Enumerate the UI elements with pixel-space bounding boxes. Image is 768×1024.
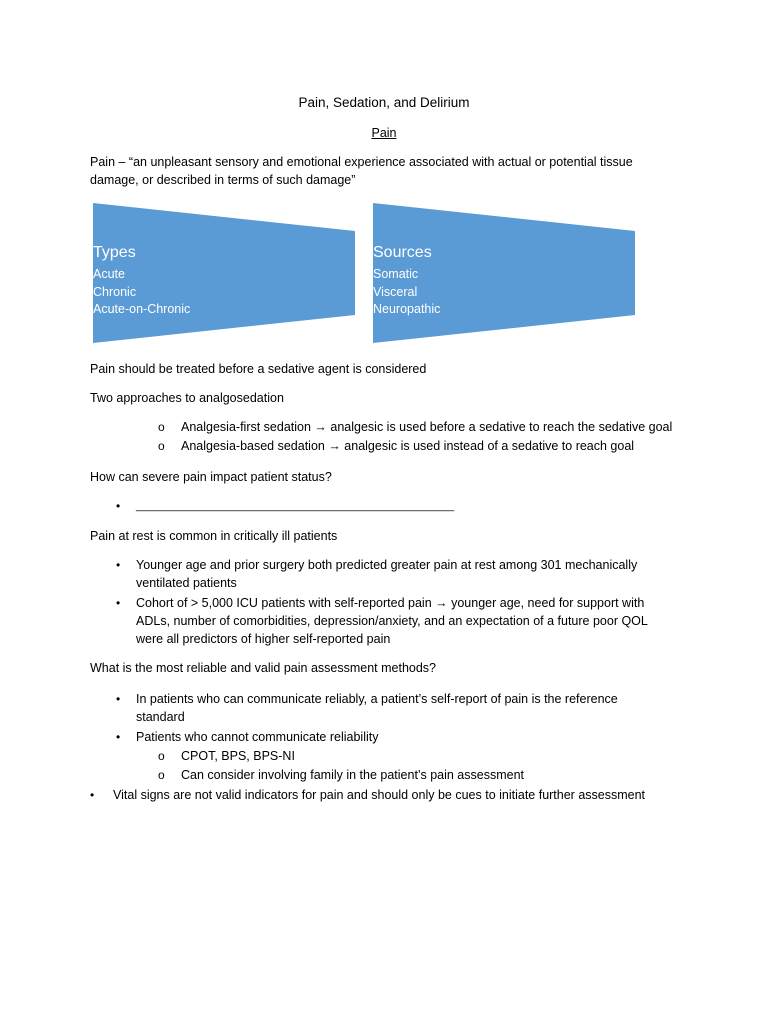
approaches-heading: Two approaches to analgosedation xyxy=(90,391,284,405)
sub-bullet-marker: o xyxy=(158,768,165,782)
sources-list xyxy=(373,266,440,319)
rest-bullet-2-line-1: Cohort of > 5,000 ICU patients with self-reported pain → younger age, need for support with xyxy=(136,596,645,610)
rest-bullet-1-line-1: Younger age and prior surgery both predicted greater pain at rest among 301 mechanically xyxy=(136,558,638,572)
answer-blank-line: ____________________________________________________ xyxy=(136,500,455,512)
sources-item: Neuropathic xyxy=(373,302,441,316)
vital-signs-note: Vital signs are not valid indicators for pain and should only be cues to initiate further assessment xyxy=(113,788,646,802)
assessment-question: What is the most reliable and valid pain assessment methods? xyxy=(90,661,437,675)
approach-item: Analgesia-based sedation → analgesic is used instead of a sedative to reach goal xyxy=(181,439,635,453)
approach-item: Analgesia-first sedation → analgesic is used before a sedative to reach the sedative goal xyxy=(181,420,673,434)
section-heading-pain: Pain xyxy=(371,126,397,140)
bullet-marker: • xyxy=(116,692,121,706)
document-title: Pain, Sedation, and Delirium xyxy=(298,95,470,110)
bullet-marker: • xyxy=(116,558,121,572)
sub-bullet-marker: o xyxy=(158,420,165,434)
rest-bullet-1-line-2: ventilated patients xyxy=(136,576,237,590)
rest-bullet-2-line-3: were all predictors of higher self-reported pain xyxy=(136,632,391,646)
pain-at-rest-heading: Pain at rest is common in critically ill patients xyxy=(90,529,338,543)
assess-bullet-2: Patients who cannot communicate reliability xyxy=(136,730,379,744)
types-heading: Types xyxy=(93,244,136,261)
types-shape xyxy=(93,203,355,343)
bullet-marker: • xyxy=(116,499,121,513)
assess-bullet-1-line-1: In patients who can communicate reliably, a patient’s self-report of pain is the reference xyxy=(136,692,618,706)
rest-bullet-2-line-2: ADLs, number of comorbidities, depression/anxiety, and an expectation of a future poor QOL xyxy=(136,614,648,628)
pain-definition-line-2: damage, or described in terms of such damage” xyxy=(90,173,356,187)
assess-sub-item-1: CPOT, BPS, BPS-NI xyxy=(181,749,295,763)
bullet-marker: • xyxy=(90,788,95,802)
pain-definition-line-1: Pain – “an unpleasant sensory and emotional experience associated with actual or potential tissue xyxy=(90,155,633,169)
sub-bullet-marker: o xyxy=(158,749,165,763)
sources-item: Somatic xyxy=(373,267,419,281)
sources-heading: Sources xyxy=(373,244,432,261)
bullet-marker: • xyxy=(116,596,121,610)
types-item: Chronic xyxy=(93,284,137,299)
assess-bullet-1-line-2: standard xyxy=(136,710,185,724)
bullet-marker: • xyxy=(116,730,121,744)
treat-before-sedation: Pain should be treated before a sedative agent is considered xyxy=(90,362,427,376)
severe-pain-question: How can severe pain impact patient status? xyxy=(90,470,332,484)
types-item: Acute-on-Chronic xyxy=(93,302,191,316)
sources-item: Visceral xyxy=(373,284,418,299)
sub-bullet-marker: o xyxy=(158,439,165,453)
types-list xyxy=(93,266,190,319)
types-item: Acute xyxy=(93,267,125,281)
sources-shape xyxy=(373,203,635,343)
assess-sub-item-2: Can consider involving family in the patient’s pain assessment xyxy=(181,768,525,782)
